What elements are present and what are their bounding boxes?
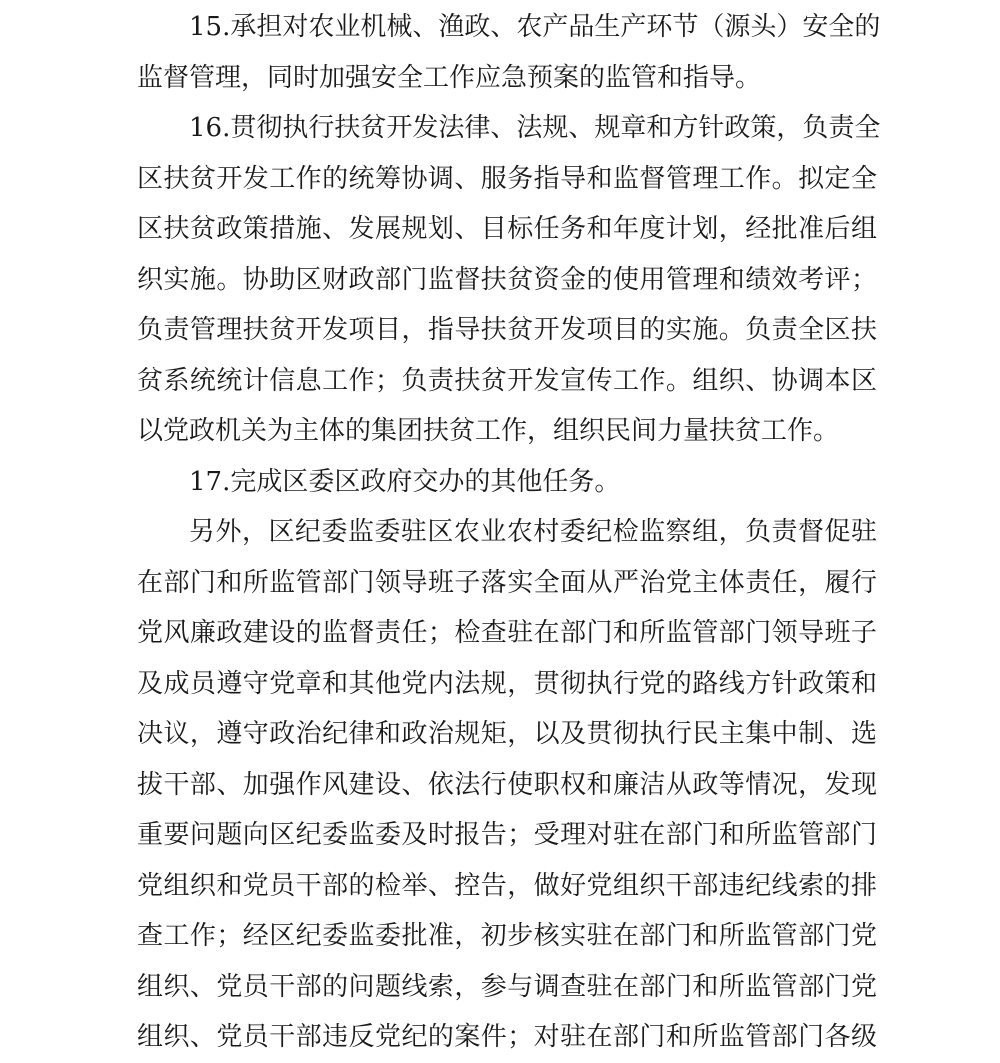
text-line: 决议，遵守政治纪律和政治规矩，以及贯彻执行民主集中制、选 bbox=[137, 719, 877, 749]
text-line: 负责管理扶贫开发项目，指导扶贫开发项目的实施。负责全区扶 bbox=[137, 315, 877, 345]
text-line: 15.承担对农业机械、渔政、农产品生产环节（源头）安全的 bbox=[189, 12, 881, 42]
text-line: 以党政机关为主体的集团扶贫工作，组织民间力量扶贫工作。 bbox=[137, 416, 840, 446]
text-line: 党风廉政建设的监督责任；检查驻在部门和所监管部门领导班子 bbox=[137, 618, 877, 648]
text-line: 织实施。协助区财政部门监督扶贫资金的使用管理和绩效考评； bbox=[137, 264, 877, 295]
text-line: 17.完成区委区政府交办的其他任务。 bbox=[189, 466, 621, 497]
text-line: 组织、党员干部违反党纪的案件；对驻在部门和所监管部门各级 bbox=[137, 1022, 877, 1052]
text-line: 贫系统统计信息工作；负责扶贫开发宣传工作。组织、协调本区 bbox=[137, 365, 877, 396]
text-line: 16.贯彻执行扶贫开发法律、法规、规章和方针政策，负责全 bbox=[189, 113, 881, 143]
text-line: 党组织和党员干部的检举、控告，做好党组织干部违纪线索的排 bbox=[137, 870, 877, 901]
text-line: 拔干部、加强作风建设、依法行使职权和廉洁从政等情况，发现 bbox=[137, 769, 877, 800]
paragraph-item-15 bbox=[137, 2, 881, 103]
text-line: 查工作；经区纪委监委批准，初步核实驻在部门和所监管部门党 bbox=[137, 921, 877, 951]
text-line: 区扶贫开发工作的统筹协调、服务指导和监督管理工作。拟定全 bbox=[137, 163, 877, 194]
text-line: 及成员遵守党章和其他党内法规，贯彻执行党的路线方针政策和 bbox=[137, 668, 877, 699]
text-line: 组织、党员干部的问题线索，参与调查驻在部门和所监管部门党 bbox=[137, 971, 877, 1002]
paragraph-supplement bbox=[137, 507, 877, 1063]
document-body bbox=[137, 2, 881, 1063]
text-line: 另外，区纪委监委驻区农业农村委纪检监察组，负责督促驻 bbox=[189, 517, 877, 547]
paragraph-item-17 bbox=[137, 457, 877, 508]
paragraph-item-16 bbox=[137, 103, 881, 457]
text-line: 在部门和所监管部门领导班子落实全面从严治党主体责任，履行 bbox=[137, 567, 877, 598]
text-line: 重要问题向区纪委监委及时报告；受理对驻在部门和所监管部门 bbox=[137, 820, 877, 850]
text-line: 监督管理，同时加强安全工作应急预案的监管和指导。 bbox=[137, 62, 762, 93]
text-line: 区扶贫政策措施、发展规划、目标任务和年度计划，经批准后组 bbox=[137, 214, 877, 244]
